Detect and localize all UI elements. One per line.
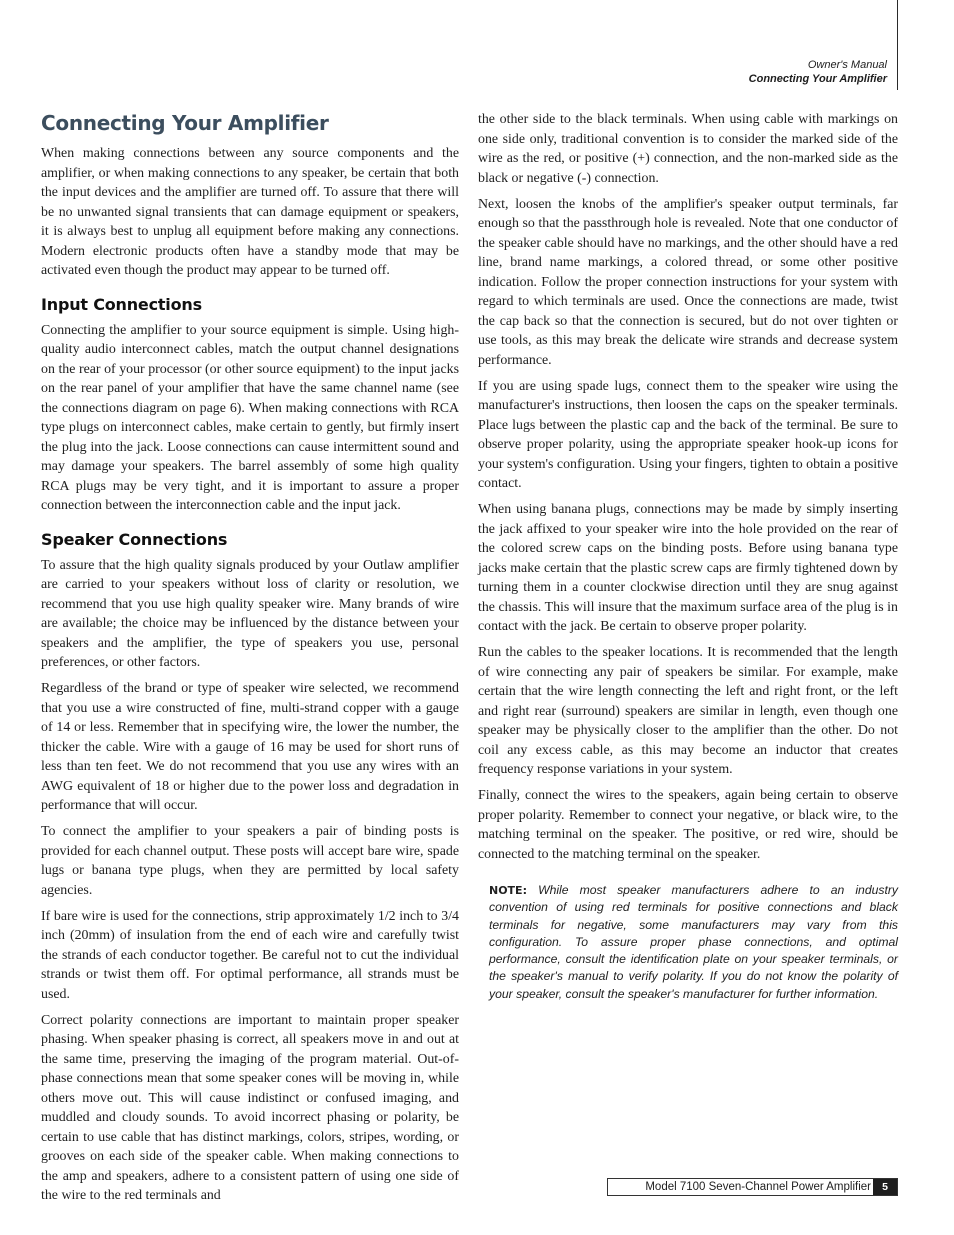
note-box xyxy=(489,882,898,1003)
right-column xyxy=(478,110,898,1003)
page-footer xyxy=(607,1178,898,1196)
body-paragraph: the other side to the black terminals. When using cable with markings on one side only, traditional convention is to consider the marked side of the wire as the red, or positive (+) connection, and the non-marked side as the black or negative (-) connection. xyxy=(478,112,898,186)
input-paragraph: Connecting the amplifier to your source equipment is simple. Using high-quality audio interconnect cables, match the output channel designations on the rear of your processor (or other source equipment) to the input jacks on the rear panel of your amplifier that have the same channel name (see the connections diagram on page 6). When making connections with RCA type plugs on interconnect cables, make certain to gently, but firmly insert the plug into the jack. Loose connections can cause intermittent sound and may damage your speakers. The barrel assembly of some high quality RCA plugs may be very tight, and it is important to assure a proper connection between the interconnection cable and the input jack. xyxy=(41,322,459,513)
running-header xyxy=(749,58,887,86)
speaker-paragraph: To connect the amplifier to your speakers a pair of binding posts is provided for each channel output. These posts will accept bare wire, spade lugs or banana type plugs, when they are permitted by local safety agencies. xyxy=(41,824,459,898)
speaker-paragraph: Correct polarity connections are important to maintain proper speaker phasing. When speaker phasing is correct, all speakers move in and out at the same time, preserving the imaging of the program material. Out-of-phase connections mean that some speaker cones will be moving in, while others move out. This will cause indistinct or confused imaging, and muddled and cloudy sounds. To avoid incorrect phasing or polarity, be certain to use cable that has distinct markings, colors, stripes, wording, or grooves on each side of the speaker cable. When making connections to the amp and speakers, adhere to a consistent pattern of using one side of the wire to the red terminals and xyxy=(41,1012,459,1203)
page-number: 5 xyxy=(873,1179,897,1195)
manual-title: Owner's Manual xyxy=(807,59,887,71)
header-rule xyxy=(897,0,898,90)
speaker-paragraph: Regardless of the brand or type of speaker wire selected, we recommend that you use a wire constructed of fine, multi-strand copper with a gauge of 14 or less. Remember that in specifying wire, the lower the number, the thicker the cable. Wire with a gauge of 16 may be used for short runs of less than ten feet. We do not recommend that you use any wires with an AWG equivalent of 18 or higher due to the power loss and degradation in performance that will occur. xyxy=(41,681,459,813)
speaker-connections-heading: Speaker Connections xyxy=(41,529,228,549)
intro-paragraph: When making connections between any source components and the amplifier, or when making connections to any speaker, be certain that both the input devices and the amplifier are turned off. To assure that there will be no unwanted signal transients that can damage equipment or speakers, it is always best to unplug all equipment before making any connections. Modern electronic products often have a standby mode that may be activated even though the product may appear to be turned off. xyxy=(41,146,459,278)
speaker-paragraph: To assure that the high quality signals produced by your Outlaw amplifier are carried to your speakers without loss of clarity or resolution, we recommend that you use high quality speaker wire. Many brands of wire are available; the choice may be influenced by the distance between your speakers and the amplifier, the type of speakers you use, personal preferences, or other factors. xyxy=(41,557,459,670)
section-title: Connecting Your Amplifier xyxy=(748,73,887,85)
left-column xyxy=(41,108,459,1212)
note-text: While most speaker manufacturers adhere to an industry convention of using red terminals for positive connections and black terminals for negative, some manufacturers may vary from this configuration. To assure proper phase connections, and optimal performance, consult the identification plate on your speaker terminals, or the speaker's manual to verify polarity. If you do not know the polarity of your speaker, consult the speaker's manufacturer for further information. xyxy=(489,883,899,1001)
body-paragraph: Next, loosen the knobs of the amplifier's speaker output terminals, far enough so that the passthrough hole is revealed. Note that one conductor of the speaker cable should have no markings, and the other should have a red line, brand name markings, a colored thread, or some other positive indication. Follow the proper connection instructions for your system with regard to which terminals are used. Once the connections are made, twist the cap back so that the connection is secured, but do not over tighten or use tools, as this may break the delicate wire strands and decrease system performance. xyxy=(478,196,898,368)
note-label: NOTE: xyxy=(489,884,527,897)
input-connections-heading: Input Connections xyxy=(41,294,202,314)
body-paragraph: When using banana plugs, connections may be made by simply inserting the jack affixed to your speaker wire into the hole provided on the rear of the colored screw caps on the binding posts. Before using banana type jacks make certain that the plastic screw caps are firmly tightened down by turning them in a counter clockwise direction until they are snug against the chassis. This will insure that the maximum surface area of the plug is in contact with the jack. Be certain to observe proper polarity. xyxy=(478,502,898,634)
body-paragraph: Run the cables to the speaker locations. It is recommended that the length of wire connecting any pair of speakers be similar. For example, make certain that the wire length connecting the left and right front, or the left and right rear (surround) speakers are similar in length, even though one speaker may be physically closer to the amplifier than the other. Do not coil any excess cable, as this may become an inductor that creates frequency response variations in your system. xyxy=(478,645,898,777)
body-paragraph: If you are using spade lugs, connect them to the speaker wire using the manufacturer's instructions, then loosen the caps on the speaker terminals. Place lugs between the plastic cap and the back of the terminal. Be sure to observe proper polarity, using the appropriate speaker hook-up icons for your system's configuration. Using your fingers, tighten to obtain a positive contact. xyxy=(478,378,898,491)
page-title: Connecting Your Amplifier xyxy=(41,111,329,135)
speaker-paragraph: If bare wire is used for the connections, strip approximately 1/2 inch to 3/4 inch (20mm) of insulation from the end of each wire and carefully twist the strands of each conductor together. Be careful not to cut the individual strands or twist them off. For optimal performance, all strands must be used. xyxy=(41,908,459,1002)
footer-model-text: Model 7100 Seven-Channel Power Amplifier xyxy=(645,1181,871,1193)
body-paragraph: Finally, connect the wires to the speakers, again being certain to observe proper polarity. Remember to connect your negative, or black wire, to the matching terminal on the speaker. The positive, or red wire, should be connected to the matching terminal on the speaker. xyxy=(478,788,898,862)
